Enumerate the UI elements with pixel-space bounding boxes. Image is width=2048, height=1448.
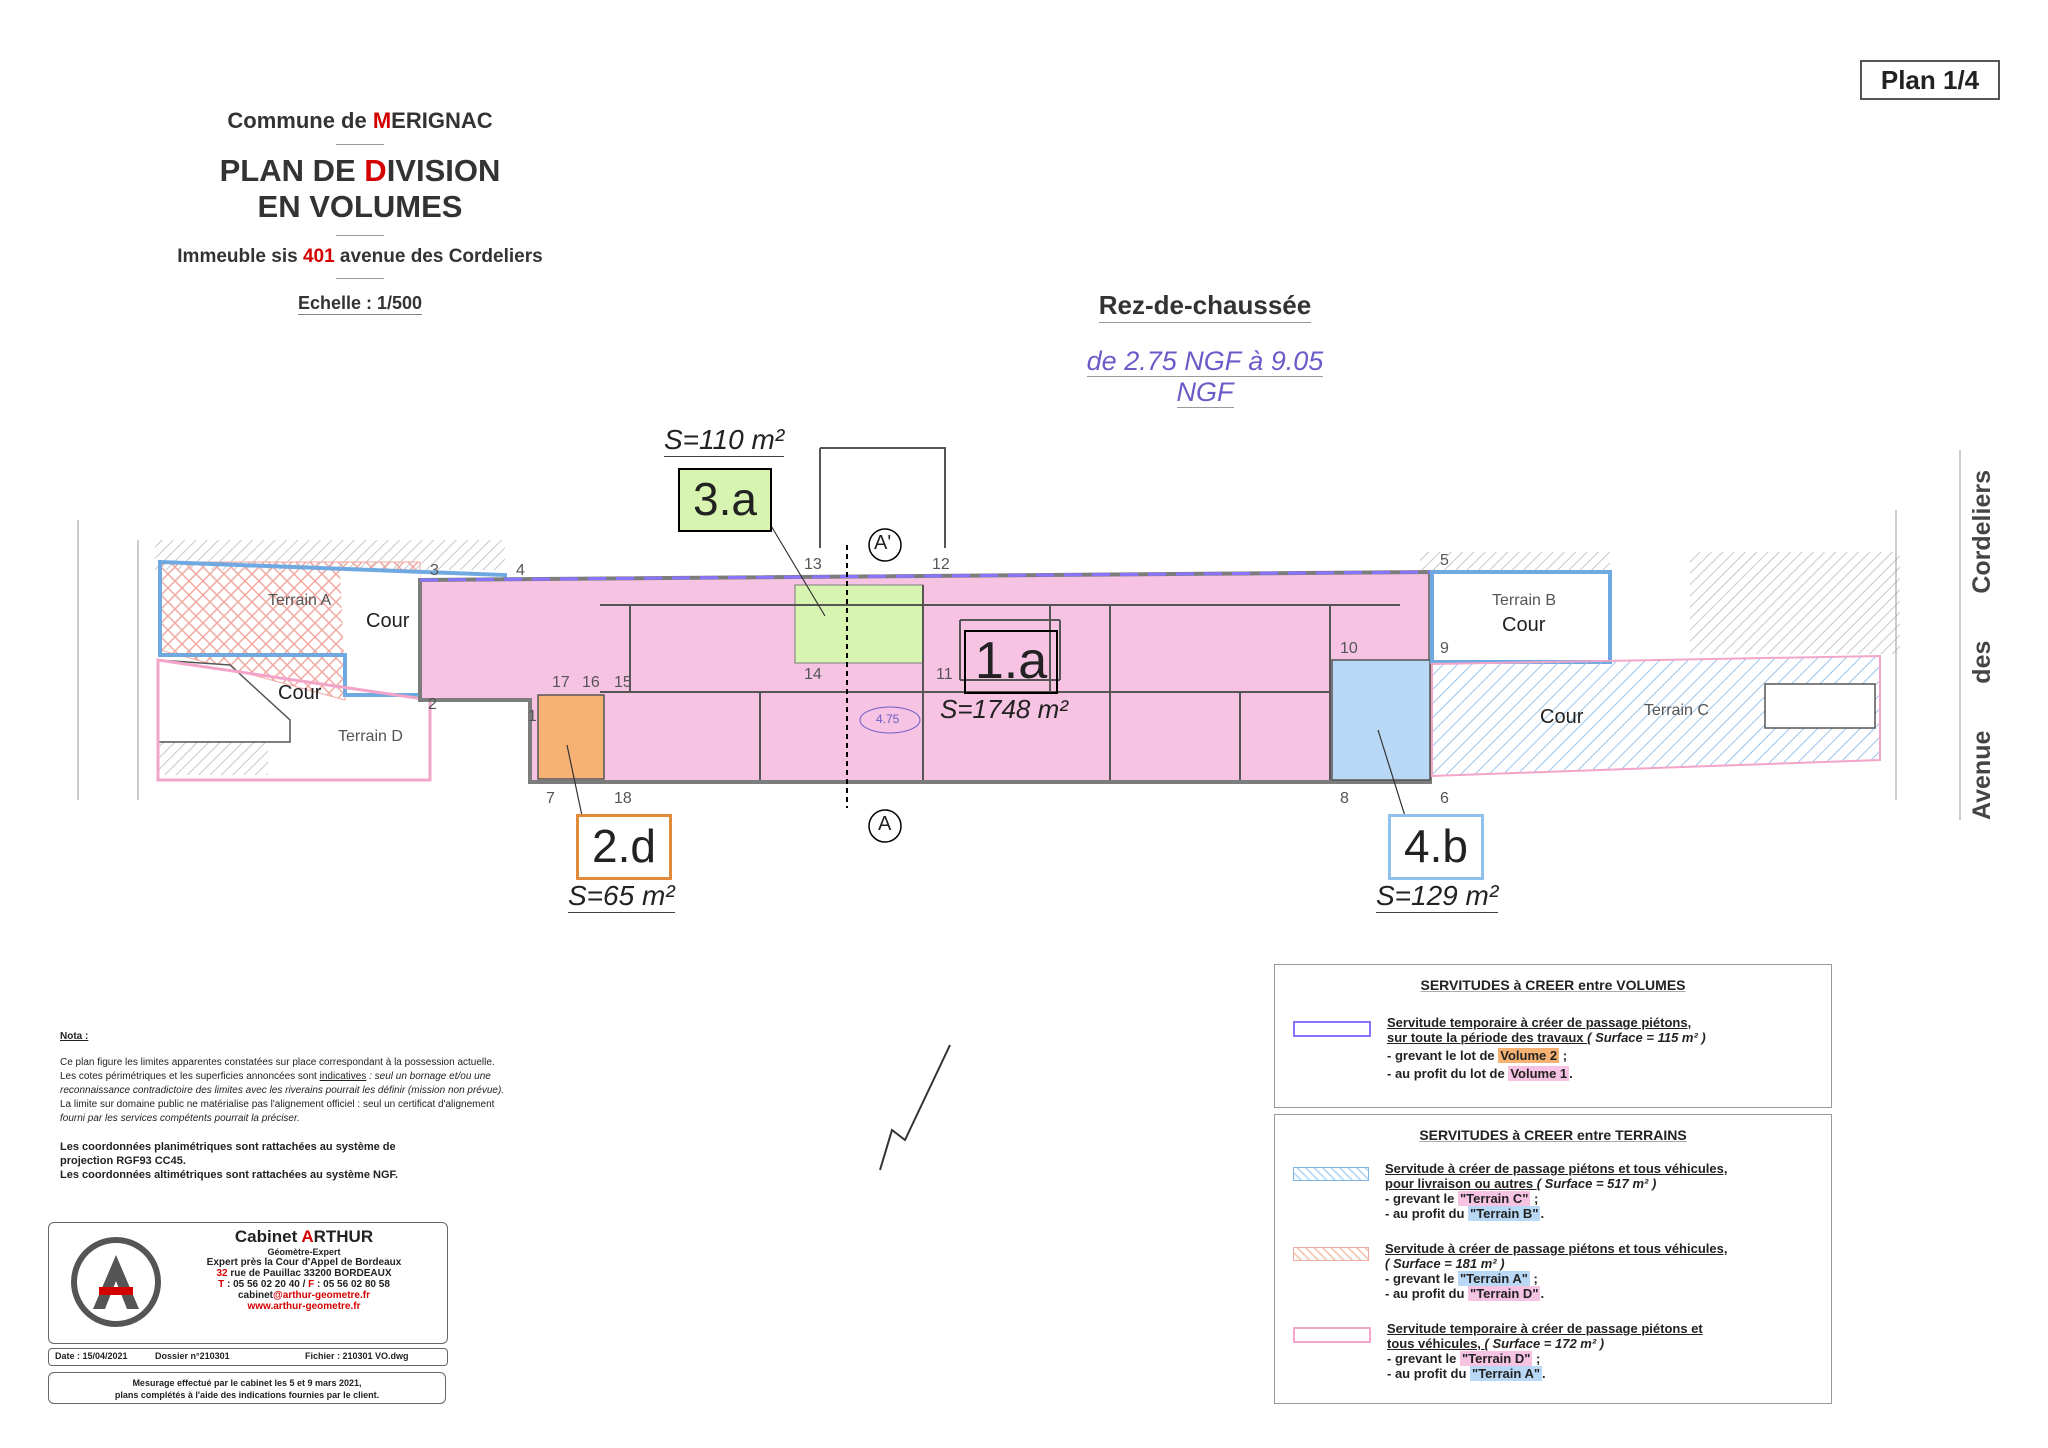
cabinet-email-a: cabinet bbox=[237, 1290, 273, 1301]
legend-vol-line3b: Volume 2 bbox=[1500, 1048, 1558, 1063]
legend-t1-line2 bbox=[1385, 1176, 1727, 1191]
point-14: 14 bbox=[804, 666, 822, 683]
title-part-b: IVISION bbox=[386, 153, 501, 188]
nota-block bbox=[60, 1030, 580, 1182]
legend-t2-line4a: - au profit du bbox=[1385, 1286, 1469, 1301]
legend-terrain-entry-1 bbox=[1293, 1161, 1727, 1221]
cabinet-email-b: @arthur-geometre.fr bbox=[273, 1290, 370, 1301]
legend-t3-line4 bbox=[1387, 1366, 1703, 1381]
nota-p1-line2b: indicatives bbox=[319, 1071, 367, 1082]
terrain-c-label: Terrain C bbox=[1644, 702, 1709, 719]
cabinet-fax-label: F bbox=[308, 1279, 315, 1290]
volume-4b-area bbox=[1332, 660, 1430, 780]
point-18: 18 bbox=[614, 790, 632, 807]
nota-p1-line4: La limite sur domaine public ne matérialise pas l'alignement officiel : seul un certificat d'alignement bbox=[60, 1099, 495, 1110]
point-3: 3 bbox=[430, 562, 439, 579]
point-8: 8 bbox=[1340, 790, 1349, 807]
cour-a-label: Cour bbox=[366, 610, 410, 632]
legend-t1-line3a: - grevant le bbox=[1385, 1191, 1458, 1206]
cabinet-fax: : 05 56 02 80 58 bbox=[314, 1279, 390, 1290]
volume-2d-label: 2.d bbox=[576, 814, 672, 880]
terrain-c-building bbox=[1765, 684, 1875, 728]
legend-t1-line2a: pour livraison ou autres bbox=[1385, 1176, 1537, 1191]
meta-date: Date : 15/04/2021 bbox=[55, 1351, 128, 1361]
street-word-2: des bbox=[1968, 640, 1996, 684]
legend-terrain-entry-3 bbox=[1293, 1321, 1703, 1381]
point-9: 9 bbox=[1440, 640, 1449, 657]
volume-2d-surface: S=65 m² bbox=[568, 880, 675, 911]
legend-t1-line4 bbox=[1385, 1206, 1727, 1221]
legend-t2-line3a: - grevant le bbox=[1385, 1271, 1458, 1286]
mesure-note bbox=[48, 1372, 446, 1404]
mesure-line1: Mesurage effectué par le cabinet les 5 et 9 mars 2021, bbox=[132, 1378, 362, 1388]
legend-t2-line3c: ; bbox=[1529, 1271, 1538, 1286]
level-mark-label: 4.75 bbox=[876, 712, 900, 726]
cour-c-label: Cour bbox=[1540, 706, 1584, 728]
cabinet-address-rest: rue de Pauillac 33200 BORDEAUX bbox=[227, 1268, 392, 1279]
scale-line: Echelle : 1/500 bbox=[297, 293, 423, 313]
legend-t3-line1: Servitude temporaire à créer de passage piétons et bbox=[1387, 1321, 1703, 1336]
volume-1a-surface: S=1748 m² bbox=[940, 694, 1068, 724]
cabinet-tel: : 05 56 02 20 40 / bbox=[224, 1279, 309, 1290]
cabinet-line1: Géomètre-Expert bbox=[267, 1247, 341, 1257]
terrain-a-label: Terrain A bbox=[268, 592, 332, 609]
legend-vol-line1: Servitude temporaire à créer de passage piétons, bbox=[1387, 1015, 1692, 1030]
legend-swatch-blue-hatch bbox=[1293, 1167, 1369, 1181]
nota-p1-line1: Ce plan figure les limites apparentes constatées sur place correspondant à la possession actuelle. bbox=[60, 1057, 495, 1068]
cabinet-website[interactable] bbox=[169, 1301, 439, 1312]
legend-t3-line3 bbox=[1387, 1351, 1703, 1366]
legend-swatch-pink bbox=[1293, 1327, 1371, 1343]
cabinet-box bbox=[48, 1222, 448, 1344]
nota-p1-line5: fourni par les services compétents pourrait la préciser. bbox=[60, 1113, 300, 1124]
point-11: 11 bbox=[936, 666, 953, 683]
legend-terrains-title: SERVITUDES à CREER entre TERRAINS bbox=[1419, 1127, 1687, 1143]
file-meta-row bbox=[48, 1348, 448, 1366]
legend-vol-line3 bbox=[1387, 1048, 1706, 1063]
level-range: de 2.75 NGF à 9.05 NGF bbox=[1086, 346, 1324, 407]
commune-rest: ERIGNAC bbox=[391, 108, 493, 133]
volume-4b-surface: S=129 m² bbox=[1376, 880, 1499, 911]
terrain-b-label: Terrain B bbox=[1492, 592, 1557, 609]
point-12: 12 bbox=[932, 556, 950, 573]
volume-3a-surface: S=110 m² bbox=[664, 424, 785, 455]
point-17: 17 bbox=[552, 674, 570, 691]
cabinet-web-c: .fr bbox=[350, 1301, 361, 1312]
legend-vol-line4c: . bbox=[1569, 1066, 1573, 1081]
title-line-2: EN VOLUMES bbox=[257, 189, 463, 224]
point-13: 13 bbox=[804, 556, 822, 573]
legend-volumes bbox=[1274, 964, 1832, 1108]
cabinet-name bbox=[169, 1227, 439, 1247]
legend-vol-line4a: - au profit du lot de bbox=[1387, 1066, 1509, 1081]
commune-prefix: Commune de bbox=[227, 108, 373, 133]
cabinet-name-a: Cabinet bbox=[234, 1227, 302, 1246]
legend-vol-line2 bbox=[1387, 1030, 1706, 1045]
title-part-a: PLAN DE bbox=[219, 153, 365, 188]
volume-3a-area bbox=[795, 585, 923, 663]
legend-vol-line3c: ; bbox=[1559, 1048, 1568, 1063]
nota-p1-line2a: Les cotes périmétriques et les superficies annoncées sont bbox=[60, 1071, 320, 1082]
legend-t2-line4 bbox=[1385, 1286, 1727, 1301]
point-5: 5 bbox=[1440, 552, 1449, 569]
point-10: 10 bbox=[1340, 640, 1358, 657]
cabinet-tel-label: T bbox=[218, 1279, 225, 1290]
legend-swatch-orange-cross bbox=[1293, 1247, 1369, 1261]
cabinet-email[interactable] bbox=[169, 1290, 439, 1301]
nota-p2-line1: Les coordonnées planimétriques sont rattachées au système de bbox=[60, 1141, 396, 1153]
legend-t1-line4a: - au profit du bbox=[1385, 1206, 1469, 1221]
point-6: 6 bbox=[1440, 790, 1449, 807]
legend-t1-line2b: ( Surface = 517 m² ) bbox=[1536, 1176, 1657, 1191]
legend-t1-line3b: "Terrain C" bbox=[1459, 1191, 1529, 1206]
street-word-1: Avenue bbox=[1968, 730, 1996, 820]
legend-swatch-purple bbox=[1293, 1021, 1371, 1037]
street-word-3: Cordeliers bbox=[1968, 470, 1996, 594]
legend-vol-line2a: sur toute la période des travaux bbox=[1387, 1030, 1588, 1045]
nota-p1-line2c: : seul un bornage et/ou une bbox=[366, 1071, 491, 1082]
cabinet-line2: Expert près la Cour d'Appel de Bordeaux bbox=[206, 1257, 402, 1268]
legend-t1-line4c: . bbox=[1540, 1206, 1545, 1221]
address-suffix: avenue des Cordeliers bbox=[334, 246, 543, 267]
terrain-d-label: Terrain D bbox=[338, 728, 403, 745]
legend-t2-line3 bbox=[1385, 1271, 1727, 1286]
legend-t3-line3b: "Terrain D" bbox=[1461, 1351, 1531, 1366]
volume-4b-label: 4.b bbox=[1388, 814, 1484, 880]
legend-t2-line4c: . bbox=[1540, 1286, 1545, 1301]
legend-t1-line4b: "Terrain B" bbox=[1470, 1206, 1539, 1221]
cabinet-web-a: www. bbox=[247, 1301, 274, 1312]
hatched-parcel-far-right bbox=[1690, 552, 1900, 654]
north-arrow-icon bbox=[880, 1045, 950, 1170]
nota-p2-line2: projection RGF93 CC45. bbox=[60, 1155, 186, 1167]
legend-t1-line3c: ; bbox=[1530, 1191, 1539, 1206]
legend-t3-line4b: "Terrain A" bbox=[1472, 1366, 1540, 1381]
nota-p1-line3: reconnaissance contradictoire des limites avec les riverains pourrait les définir (mission non prévue). bbox=[60, 1085, 505, 1096]
cabinet-name-b: RTHUR bbox=[313, 1227, 374, 1246]
cabinet-web-b: arthur-geometre bbox=[273, 1301, 351, 1312]
meta-fichier: Fichier : 210301 VO.dwg bbox=[305, 1351, 409, 1361]
legend-terrains bbox=[1274, 1114, 1832, 1404]
nota-p2-line3: Les coordonnées altimétriques sont rattachées au système NGF. bbox=[60, 1169, 399, 1181]
cabinet-address bbox=[169, 1268, 439, 1279]
legend-t3-line2a: tous véhicules, bbox=[1387, 1336, 1485, 1351]
legend-terrain-entry-2 bbox=[1293, 1241, 1727, 1301]
volume-3a-label: 3.a bbox=[678, 468, 772, 532]
section-label-top: A' bbox=[874, 532, 892, 554]
meta-dossier: Dossier n°210301 bbox=[155, 1351, 230, 1361]
cabinet-name-initial: A bbox=[301, 1227, 314, 1246]
point-1: 1 bbox=[528, 708, 537, 725]
legend-volumes-entry bbox=[1293, 1015, 1706, 1081]
legend-vol-line3a: - grevant le lot de bbox=[1387, 1048, 1499, 1063]
section-label-bottom: A bbox=[878, 813, 892, 835]
address-number: 401 bbox=[302, 246, 335, 267]
legend-vol-line4 bbox=[1387, 1066, 1706, 1081]
legend-t3-line4a: - au profit du bbox=[1387, 1366, 1471, 1381]
nota-p1-line2 bbox=[60, 1070, 580, 1084]
legend-t1-line3 bbox=[1385, 1191, 1727, 1206]
street-name bbox=[1944, 470, 2014, 820]
legend-vol-line4b: Volume 1 bbox=[1510, 1066, 1568, 1081]
point-15: 15 bbox=[614, 674, 632, 691]
commune-initial: M bbox=[372, 108, 392, 133]
legend-t1-line1: Servitude à créer de passage piétons et tous véhicules, bbox=[1385, 1161, 1728, 1176]
cour-d-label: Cour bbox=[278, 682, 322, 704]
legend-t3-line4c: . bbox=[1542, 1366, 1546, 1381]
plan-number-badge: Plan 1/4 bbox=[1860, 60, 2000, 100]
legend-t2-line3b: "Terrain A" bbox=[1459, 1271, 1528, 1286]
nota-title: Nota : bbox=[60, 1031, 89, 1042]
point-7: 7 bbox=[546, 790, 555, 807]
cabinet-phone bbox=[169, 1279, 439, 1290]
legend-t2-line2: ( Surface = 181 m² ) bbox=[1385, 1256, 1505, 1271]
title-initial: D bbox=[364, 153, 387, 188]
point-16: 16 bbox=[582, 674, 600, 691]
cour-b-label: Cour bbox=[1502, 614, 1546, 636]
mesure-line2: plans complétés à l'aide des indications fournies par le client. bbox=[114, 1390, 380, 1400]
legend-volumes-title: SERVITUDES à CREER entre VOLUMES bbox=[1420, 977, 1686, 993]
cabinet-address-num: 32 bbox=[216, 1268, 228, 1279]
legend-t2-line1: Servitude à créer de passage piétons et tous véhicules, bbox=[1385, 1241, 1728, 1256]
cabinet-logo-icon bbox=[71, 1237, 161, 1327]
point-2: 2 bbox=[428, 696, 437, 713]
legend-vol-line2b: ( Surface = 115 m² ) bbox=[1587, 1030, 1706, 1045]
volume-1a-label: 1.a bbox=[964, 630, 1058, 694]
legend-t2-line4b: "Terrain D" bbox=[1470, 1286, 1539, 1301]
legend-t3-line3a: - grevant le bbox=[1387, 1351, 1460, 1366]
address-prefix: Immeuble sis bbox=[177, 246, 303, 267]
legend-t3-line2 bbox=[1387, 1336, 1703, 1351]
level-name: Rez-de-chaussée bbox=[1099, 290, 1311, 323]
legend-t3-line3c: ; bbox=[1532, 1351, 1541, 1366]
legend-t3-line2b: ( Surface = 172 m² ) bbox=[1484, 1336, 1605, 1351]
point-4: 4 bbox=[516, 562, 525, 579]
